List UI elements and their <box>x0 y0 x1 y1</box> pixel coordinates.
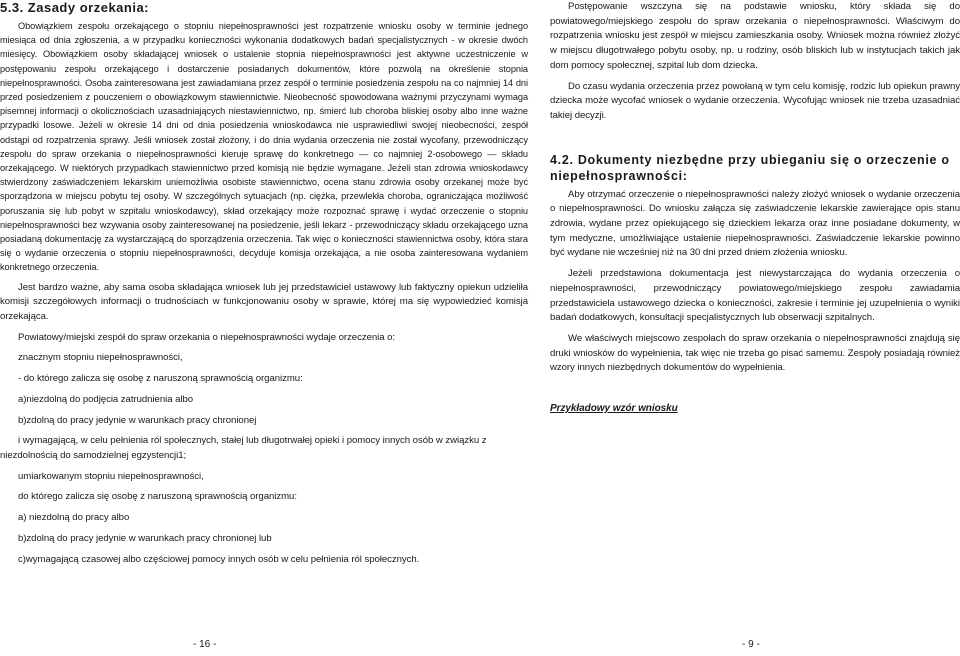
paragraph: Jeżeli przedstawiona dokumentacja jest niewystarczająca do wydania orzeczenia o niepełnosprawności, przewodniczący powiatowego/miejskiego zespołu zawiadamia przedstawiciela ustawowego dziecka o konieczności, zakresie i terminie jej uzupełnienia o wyniki badań dodatkowych, konsultacji specjalistycznych lub obserwacji szpitalnych. <box>550 268 960 324</box>
section-heading: 5.3. Zasady orzekania: <box>0 0 150 15</box>
paragraph: Obowiązkiem zespołu orzekającego o stopniu niepełnosprawności jest rozpatrzenie wniosku osoby w terminie jednego miesiąca od dnia zgłoszenia, a w przypadku konieczności wykonania dodatkowych badań specjalistycznych - w okresie dwóch miesięcy. Obowiązkiem osoby składającej wniosek o ustalenie stopnia niepełnosprawności jest aktywne uczestniczenie w postępowaniu zespołu orzekającego i dostarczenie posiadanych dokumentów, które pozwolą na określenie stopnia niepełnosprawności. Osoba zainteresowana jest zawiadamiana przez zespół o terminie posiedzenia zespołu na co najmniej 14 dni przed posiedzeniem z pouczeniem o obowiązkowym stawiennictwie. Nieobecność spowodowana ważnymi przyczynami wymaga pisemnej informacji o okolicznościach uzasadniających niestawiennictwo, np. śmierć lub choroba bliskiej osoby albo inne ważne przypadki losowe. Jeżeli w okresie 14 dni od dnia posiedzenia wnioskodawca nie usprawiedliwi swojej nieobecności, zespół odstąpi od rozpatrzenia sprawy. Jeśli wniosek został złożony, i do dnia wydania orzeczenia nie został wycofany, przewodniczący zespołu do spraw orzekania o niepełnosprawności kieruje sprawę do konkretnego — co najmniej 2-osobowego — składu orzekającego. W niektórych przypadkach stawiennictwo przed komisją nie będzie wymagane. Jeżeli stan zdrowia wnioskodawcy stwierdzony zaświadczeniem lekarskim uniemożliwia osobiste stawiennictwo, ocena stanu zdrowia osoby orzekanej może być sporządzona w miejscu pobytu tej osoby. W szczególnych sytuacjach (np. ciężka, przewlekła choroba, ograniczająca możliwość poruszania się lub pobyt w szpitalu wnioskodawcy), skład orzekający może rozpoznać sprawę i wydać orzeczenie o stopniu niepełnosprawności bez wzywania osoby zainteresowanej na posiedzenie, jeśli lekarz - przewodniczący składu orzekającego uzna posiadaną dokumentację za wystarczającą do sporządzenia orzeczenia. Tak więc o konieczności stawiennictwa osoby, która stara się o wydanie orzeczenia o stopniu niepełnosprawności, decyduje komisja orzekająca, a nie osoba zainteresowana wydaniem konkretnego orzeczenia. <box>0 21 528 273</box>
right-column <box>550 0 960 417</box>
paragraph: Postępowanie wszczyna się na podstawie wniosku, który składa się do powiatowego/miejskiego zespołu do spraw orzekania o niepełnosprawności. Właściwym do rozpatrzenia wniosku jest zespół w miejscu zamieszkania osoby. Wniosek można również złożyć w miejscu długotrwałego pobytu osoby, np. u rodziny, osób bliskich lub w instytucjach takich jak dom pomocy społecznej, szpital lub dom dziecka. <box>550 1 960 71</box>
paragraph: Powiatowy/miejski zespół do spraw orzekania o niepełnosprawności wydaje orzeczenia o: <box>18 331 396 343</box>
paragraph: Do czasu wydania orzeczenia przez powołaną w tym celu komisję, rodzic lub opiekun prawny dziecka może wycofać wniosek o wydanie orzeczenia. Wycofując wniosek nie trzeba uzasadniać takiej decyzji. <box>550 80 960 121</box>
paragraph: We właściwych miejscowo zespołach do spraw orzekania o niepełnosprawności znajdują się druki wniosków do wypełnienia, tak więc nie trzeba go pisać samemu. Zespoły posiadają również wzory innych niezbędnych dokumentów do wypełnienia. <box>550 332 960 374</box>
list-item: - do którego zalicza się osobę z naruszoną sprawnością organizmu: <box>18 373 303 385</box>
list-item: do którego zalicza się osobę z naruszoną sprawnością organizmu: <box>18 491 297 503</box>
left-column <box>0 0 528 567</box>
list-item: c)wymagającą czasowej albo częściowej pomocy innych osób w celu pełnienia ról społecznych. <box>18 553 420 565</box>
list-item: a) niezdolną do pracy albo <box>18 512 130 524</box>
list-item: b)zdolną do pracy jedynie w warunkach pracy chronionej lub <box>18 532 272 544</box>
list-item: b)zdolną do pracy jedynie w warunkach pracy chronionej <box>18 414 257 426</box>
list-item: a)niezdolną do podjęcia zatrudnienia albo <box>18 393 194 405</box>
example-title: Przykładowy wzór wniosku <box>550 403 678 415</box>
page-number: - 16 - <box>193 639 217 650</box>
list-item: umiarkowanym stopniu niepełnosprawności, <box>18 470 204 482</box>
paragraph: Jest bardzo ważne, aby sama osoba składająca wniosek lub jej przedstawiciel ustawowy lub faktyczny opiekun udzieliła komisji szczegółowych informacji o trudnościach w funkcjonowaniu osoby w sprawie, której ma się wypowiedzieć komisja orzekająca. <box>0 281 528 323</box>
paragraph: Aby otrzymać orzeczenie o niepełnosprawności należy złożyć wniosek o wydanie orzeczenia o niepełnosprawności. Do wniosku załącza się zaświadczenie lekarskie zawierające opis stanu zdrowia, wydane przez opiekującego się dzieckiem lekarza oraz inne posiadane dokumenty, w tym medyczne, umożliwiające ustalenie niepełnosprawności. Zaświadczenie lekarskie powinno być wydane nie wcześniej niż na 30 dni przed dniem złożenia wniosku. <box>550 188 960 259</box>
right-page <box>550 0 960 656</box>
subsection-heading: 4.2. Dokumenty niezbędne przy ubieganiu się o orzeczenie o niepełnosprawności: <box>550 152 950 183</box>
list-item: znacznym stopniu niepełnosprawności, <box>18 352 183 364</box>
list-item: i wymagającą, w celu pełnienia ról społecznych, stałej lub długotrwałej opieki i pomocy innych osób w związku z niezdolnością do samodzielnej egzystencji1; <box>0 435 487 461</box>
page-number: - 9 - <box>742 639 760 650</box>
